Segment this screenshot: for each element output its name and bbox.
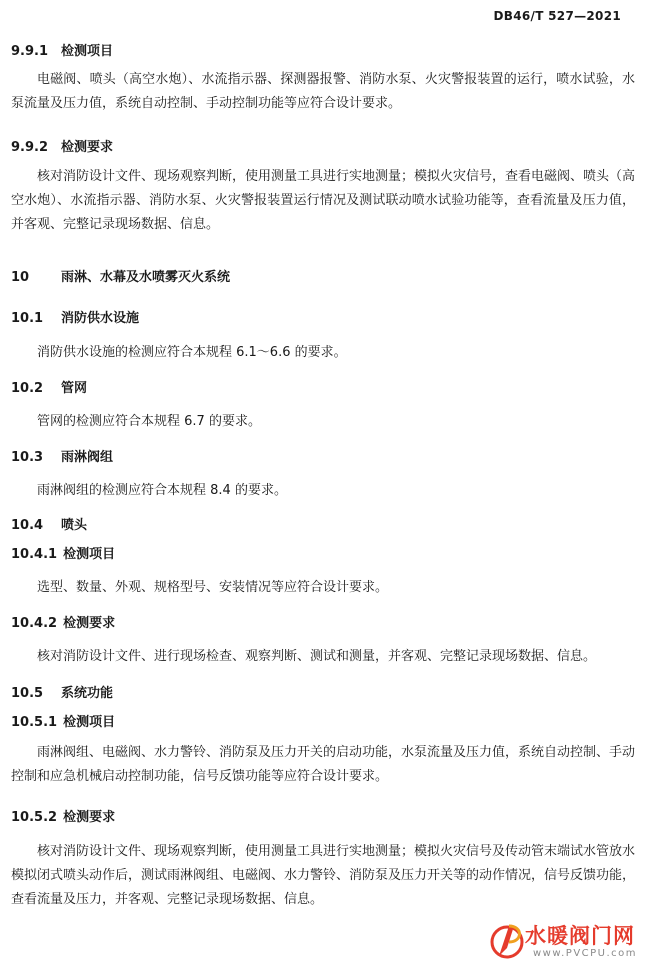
section-heading [11,136,113,155]
section-title: 系统功能 [61,686,114,701]
section-number: 10.4.2 [11,616,58,631]
watermark-logo [489,920,639,964]
section-title: 消防供水设施 [61,311,140,326]
pv-logo-icon [489,920,529,964]
section-title: 检测项目 [63,715,116,730]
paragraph: 电磁阀、喷头（高空水炮）、水流指示器、探测器报警、消防水泵、火灾警报装置的运行，喷水试验，水泵流量及压力值，系统自动控制、手动控制功能等应符合设计要求。 [11,72,635,111]
section-number: 10.1 [11,311,44,326]
section-title: 检测项目 [61,44,114,59]
section-number: 10.5.1 [11,715,58,730]
section-heading [11,514,87,533]
watermark-title: 水暖阀门网 [525,924,635,948]
section-heading [11,40,113,59]
paragraph: 雨淋阀组的检测应符合本规程 8.4 的要求。 [37,483,287,498]
section-number: 10.4.1 [11,547,58,562]
section-heading [11,612,115,631]
paragraph: 消防供水设施的检测应符合本规程 6.1～6.6 的要求。 [37,345,347,360]
section-number: 10.3 [11,450,44,465]
section-number: 9.9.2 [11,140,49,155]
section-number: 10.2 [11,381,44,396]
document-code: DB46/T 527—2021 [493,9,621,23]
section-number: 10.5 [11,686,44,701]
section-heading [11,682,113,701]
paragraph: 管网的检测应符合本规程 6.7 的要求。 [37,414,261,429]
section-title: 检测项目 [63,547,116,562]
section-heading [11,711,115,730]
paragraph: 雨淋阀组、电磁阀、水力警铃、消防泵及压力开关的启动功能，水泵流量及压力值，系统自动控制、手动控制和应急机械启动控制功能，信号反馈功能等应符合设计要求。 [11,745,636,784]
section-title: 检测要求 [63,616,116,631]
section-heading [11,543,115,562]
watermark-url: www.PVCPU.com [533,948,638,959]
section-heading [11,446,113,465]
section-heading [11,377,87,396]
section-title: 管网 [61,381,88,396]
paragraph: 核对消防设计文件、现场观察判断，使用测量工具进行实地测量；模拟火灾信号及传动管末端试水管放水模拟闭式喷头动作后，测试雨淋阀组、电磁阀、水力警铃、消防泵及压力开关等的动作情况，信号反馈功能，查看流量及压力，并客观、完整记录现场数据、信息。 [11,844,636,907]
section-heading [11,307,139,326]
section-number: 9.9.1 [11,44,49,59]
paragraph: 核对消防设计文件、现场观察判断，使用测量工具进行实地测量；模拟火灾信号，查看电磁阀、喷头（高空水炮）、水流指示器、消防水泵、火灾警报装置运行情况及测试联动喷水试验功能等，查看流量及压力值，并客观、完整记录现场数据、信息。 [11,169,636,232]
paragraph: 选型、数量、外观、规格型号、安装情况等应符合设计要求。 [37,580,389,595]
section-title: 检测要求 [61,140,114,155]
paragraph: 核对消防设计文件、进行现场检查、观察判断、测试和测量，并客观、完整记录现场数据、信息。 [37,649,597,664]
section-title: 雨淋阀组 [61,450,114,465]
chapter-heading [11,266,230,285]
section-heading [11,806,115,825]
section-number: 10.5.2 [11,810,58,825]
section-number: 10.4 [11,518,44,533]
section-title: 检测要求 [63,810,116,825]
section-title: 喷头 [61,518,88,533]
section-title: 雨淋、水幕及水喷雾灭火系统 [61,270,231,285]
section-number: 10 [11,270,30,285]
